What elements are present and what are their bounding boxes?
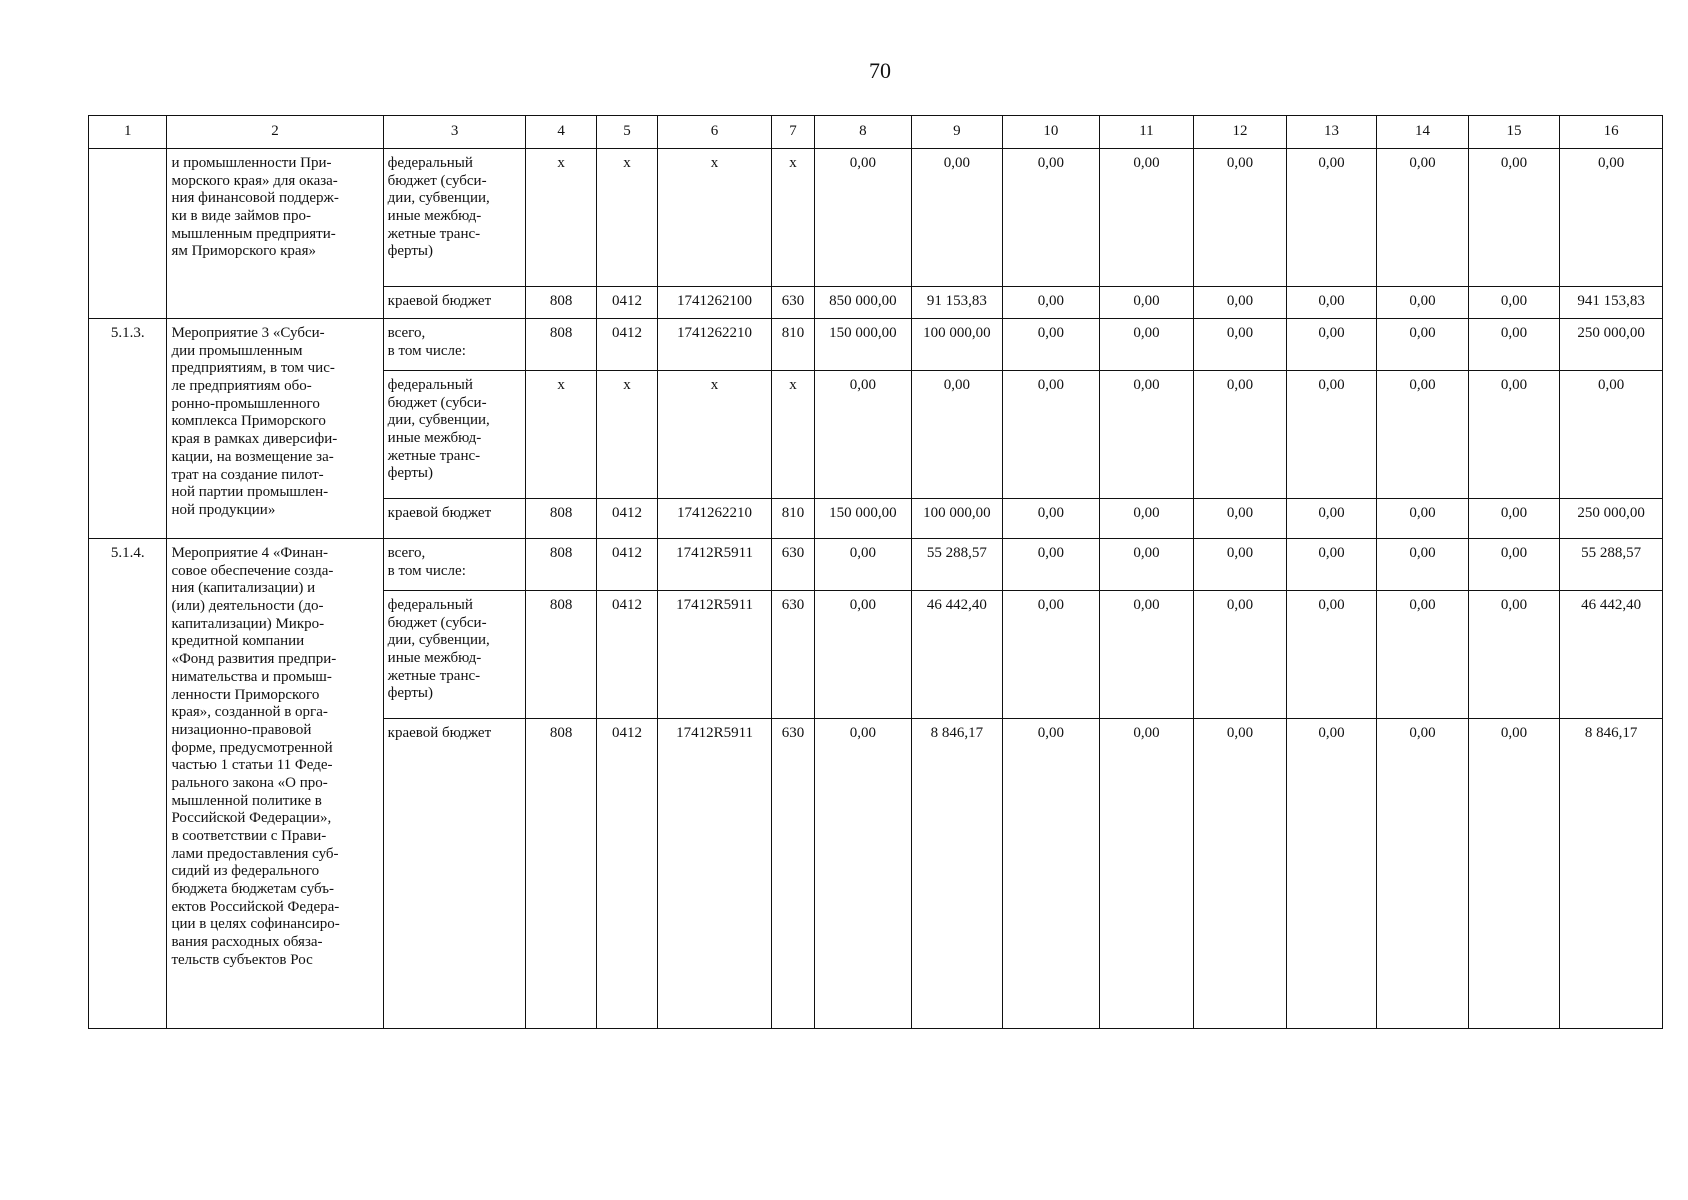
table-row bbox=[89, 539, 1663, 591]
header-cell: 8 bbox=[815, 116, 912, 149]
value-cell: 0,00 bbox=[1003, 719, 1100, 1029]
value-cell: 0,00 bbox=[1468, 287, 1560, 319]
header-cell: 14 bbox=[1377, 116, 1469, 149]
value-cell: x bbox=[771, 371, 814, 499]
value-cell: 1741262100 bbox=[658, 287, 772, 319]
value-cell: 91 153,83 bbox=[911, 287, 1003, 319]
value-cell: 0,00 bbox=[911, 371, 1003, 499]
value-cell: 0,00 bbox=[1003, 499, 1100, 539]
header-cell: 16 bbox=[1560, 116, 1663, 149]
value-cell: 0,00 bbox=[1286, 499, 1377, 539]
value-cell: 0,00 bbox=[815, 719, 912, 1029]
value-cell: 808 bbox=[526, 539, 596, 591]
value-cell: 0412 bbox=[596, 287, 657, 319]
value-cell: 0,00 bbox=[815, 539, 912, 591]
value-cell: 250 000,00 bbox=[1560, 319, 1663, 371]
value-cell: 0,00 bbox=[1099, 371, 1194, 499]
funding-source-cell: краевой бюджет bbox=[383, 499, 526, 539]
value-cell: 0412 bbox=[596, 319, 657, 371]
header-cell: 3 bbox=[383, 116, 526, 149]
value-cell: x bbox=[771, 149, 814, 287]
value-cell: 0,00 bbox=[1099, 719, 1194, 1029]
value-cell: x bbox=[596, 371, 657, 499]
header-cell: 9 bbox=[911, 116, 1003, 149]
value-cell: 0,00 bbox=[1560, 149, 1663, 287]
value-cell: 0,00 bbox=[1003, 287, 1100, 319]
item-number-cell: 5.1.4. bbox=[89, 539, 167, 1029]
value-cell: 0,00 bbox=[1377, 371, 1469, 499]
value-cell: 0,00 bbox=[1468, 499, 1560, 539]
value-cell: 0,00 bbox=[1377, 499, 1469, 539]
value-cell: 17412R5911 bbox=[658, 539, 772, 591]
value-cell: 0,00 bbox=[1099, 539, 1194, 591]
value-cell: 0,00 bbox=[1194, 149, 1287, 287]
header-cell: 15 bbox=[1468, 116, 1560, 149]
value-cell: 0,00 bbox=[1099, 591, 1194, 719]
value-cell: 810 bbox=[771, 319, 814, 371]
funding-source-cell: всего, в том числе: bbox=[383, 539, 526, 591]
value-cell: 808 bbox=[526, 499, 596, 539]
value-cell: 0,00 bbox=[815, 591, 912, 719]
value-cell: 100 000,00 bbox=[911, 499, 1003, 539]
value-cell: 17412R5911 bbox=[658, 591, 772, 719]
header-cell: 4 bbox=[526, 116, 596, 149]
value-cell: 630 bbox=[771, 539, 814, 591]
table-row bbox=[89, 319, 1663, 371]
value-cell: 0,00 bbox=[911, 149, 1003, 287]
value-cell: 0,00 bbox=[1286, 319, 1377, 371]
value-cell: 0412 bbox=[596, 539, 657, 591]
value-cell: 0,00 bbox=[1286, 287, 1377, 319]
funding-source-cell: краевой бюджет bbox=[383, 719, 526, 1029]
value-cell: 0,00 bbox=[1377, 319, 1469, 371]
value-cell: 0,00 bbox=[1003, 591, 1100, 719]
value-cell: 808 bbox=[526, 287, 596, 319]
value-cell: 941 153,83 bbox=[1560, 287, 1663, 319]
value-cell: x bbox=[526, 371, 596, 499]
header-cell: 7 bbox=[771, 116, 814, 149]
value-cell: 0,00 bbox=[1286, 591, 1377, 719]
header-cell: 12 bbox=[1194, 116, 1287, 149]
header-cell: 2 bbox=[167, 116, 383, 149]
value-cell: 0412 bbox=[596, 499, 657, 539]
funding-source-cell: федеральный бюджет (субси- дии, субвенции, иные межбюд- жетные транс- ферты) bbox=[383, 371, 526, 499]
value-cell: 0412 bbox=[596, 719, 657, 1029]
value-cell: 8 846,17 bbox=[911, 719, 1003, 1029]
value-cell: 1741262210 bbox=[658, 499, 772, 539]
value-cell: 0,00 bbox=[815, 371, 912, 499]
value-cell: 0,00 bbox=[1194, 539, 1287, 591]
value-cell: 0,00 bbox=[1194, 319, 1287, 371]
page-number: 70 bbox=[869, 58, 891, 83]
value-cell: 0,00 bbox=[1286, 539, 1377, 591]
value-cell: 0,00 bbox=[1377, 591, 1469, 719]
value-cell: 46 442,40 bbox=[1560, 591, 1663, 719]
value-cell: 0,00 bbox=[1194, 719, 1287, 1029]
value-cell: 0,00 bbox=[1099, 499, 1194, 539]
value-cell: 46 442,40 bbox=[911, 591, 1003, 719]
header-cell: 13 bbox=[1286, 116, 1377, 149]
value-cell: 810 bbox=[771, 499, 814, 539]
table-header-row bbox=[89, 116, 1663, 149]
item-description-cell: и промышленности При- морского края» для оказа- ния финансовой поддерж- ки в виде займов про- мышленным предприяти- ям Приморского края» bbox=[167, 149, 383, 319]
value-cell: 0412 bbox=[596, 591, 657, 719]
budget-table bbox=[88, 115, 1663, 1029]
value-cell: 0,00 bbox=[1560, 371, 1663, 499]
header-cell: 11 bbox=[1099, 116, 1194, 149]
value-cell: 250 000,00 bbox=[1560, 499, 1663, 539]
value-cell: 55 288,57 bbox=[1560, 539, 1663, 591]
value-cell: 808 bbox=[526, 591, 596, 719]
value-cell: 0,00 bbox=[1194, 371, 1287, 499]
value-cell: 0,00 bbox=[1003, 539, 1100, 591]
item-description-cell: Мероприятие 3 «Субси- дии промышленным предприятиям, в том чис- ле предприятиям обо- ронно-промышленного комплекса Приморского края в рамках диверсифи- кации, на возмещение за- трат на создание пилот- ной партии промышлен- ной продукции» bbox=[167, 319, 383, 539]
value-cell: x bbox=[596, 149, 657, 287]
value-cell: 0,00 bbox=[1003, 371, 1100, 499]
value-cell: 0,00 bbox=[1468, 539, 1560, 591]
header-cell: 6 bbox=[658, 116, 772, 149]
value-cell: 0,00 bbox=[1286, 719, 1377, 1029]
value-cell: 150 000,00 bbox=[815, 319, 912, 371]
value-cell: 0,00 bbox=[1377, 719, 1469, 1029]
value-cell: 0,00 bbox=[1468, 719, 1560, 1029]
value-cell: 0,00 bbox=[1003, 319, 1100, 371]
value-cell: 0,00 bbox=[1468, 591, 1560, 719]
value-cell: 100 000,00 bbox=[911, 319, 1003, 371]
value-cell: x bbox=[658, 149, 772, 287]
value-cell: x bbox=[526, 149, 596, 287]
item-number-cell bbox=[89, 149, 167, 319]
value-cell: 0,00 bbox=[1286, 371, 1377, 499]
funding-source-cell: всего, в том числе: bbox=[383, 319, 526, 371]
value-cell: 150 000,00 bbox=[815, 499, 912, 539]
value-cell: 55 288,57 bbox=[911, 539, 1003, 591]
value-cell: 0,00 bbox=[1377, 539, 1469, 591]
value-cell: 630 bbox=[771, 719, 814, 1029]
value-cell: 0,00 bbox=[1286, 149, 1377, 287]
funding-source-cell: краевой бюджет bbox=[383, 287, 526, 319]
header-cell: 10 bbox=[1003, 116, 1100, 149]
value-cell: 8 846,17 bbox=[1560, 719, 1663, 1029]
value-cell: 0,00 bbox=[1468, 319, 1560, 371]
value-cell: 0,00 bbox=[815, 149, 912, 287]
table-body bbox=[89, 149, 1663, 1029]
value-cell: 630 bbox=[771, 287, 814, 319]
value-cell: 630 bbox=[771, 591, 814, 719]
value-cell: 0,00 bbox=[1099, 149, 1194, 287]
value-cell: 0,00 bbox=[1099, 319, 1194, 371]
value-cell: 0,00 bbox=[1194, 287, 1287, 319]
value-cell: 0,00 bbox=[1468, 149, 1560, 287]
item-number-cell: 5.1.3. bbox=[89, 319, 167, 539]
value-cell: 0,00 bbox=[1194, 499, 1287, 539]
table-row bbox=[89, 149, 1663, 287]
value-cell: 0,00 bbox=[1468, 371, 1560, 499]
value-cell: 850 000,00 bbox=[815, 287, 912, 319]
funding-source-cell: федеральный бюджет (субси- дии, субвенции, иные межбюд- жетные транс- ферты) bbox=[383, 149, 526, 287]
value-cell: 0,00 bbox=[1194, 591, 1287, 719]
value-cell: 17412R5911 bbox=[658, 719, 772, 1029]
header-cell: 5 bbox=[596, 116, 657, 149]
value-cell: x bbox=[658, 371, 772, 499]
value-cell: 0,00 bbox=[1099, 287, 1194, 319]
value-cell: 808 bbox=[526, 719, 596, 1029]
item-description-cell: Мероприятие 4 «Финан- совое обеспечение созда- ния (капитализации) и (или) деятельности (до- капитализации) Микро- кредитной компании «Фонд развития предпри- нимательства и промыш- ленности Приморского края», созданной в орга- низационно-правовой форме, предусмотренной частью 1 статьи 11 Феде- рального закона «О про- мышленной политике в Российской Федерации», в соответствии с Прави- лами предоставления суб- сидий из федерального бюджета бюджетам субъ- ектов Российской Федера- ции в целях софинансиро- вания расходных обяза- тельств субъектов Рос bbox=[167, 539, 383, 1029]
funding-source-cell: федеральный бюджет (субси- дии, субвенции, иные межбюд- жетные транс- ферты) bbox=[383, 591, 526, 719]
value-cell: 808 bbox=[526, 319, 596, 371]
value-cell: 0,00 bbox=[1377, 287, 1469, 319]
value-cell: 1741262210 bbox=[658, 319, 772, 371]
value-cell: 0,00 bbox=[1003, 149, 1100, 287]
value-cell: 0,00 bbox=[1377, 149, 1469, 287]
header-cell: 1 bbox=[89, 116, 167, 149]
